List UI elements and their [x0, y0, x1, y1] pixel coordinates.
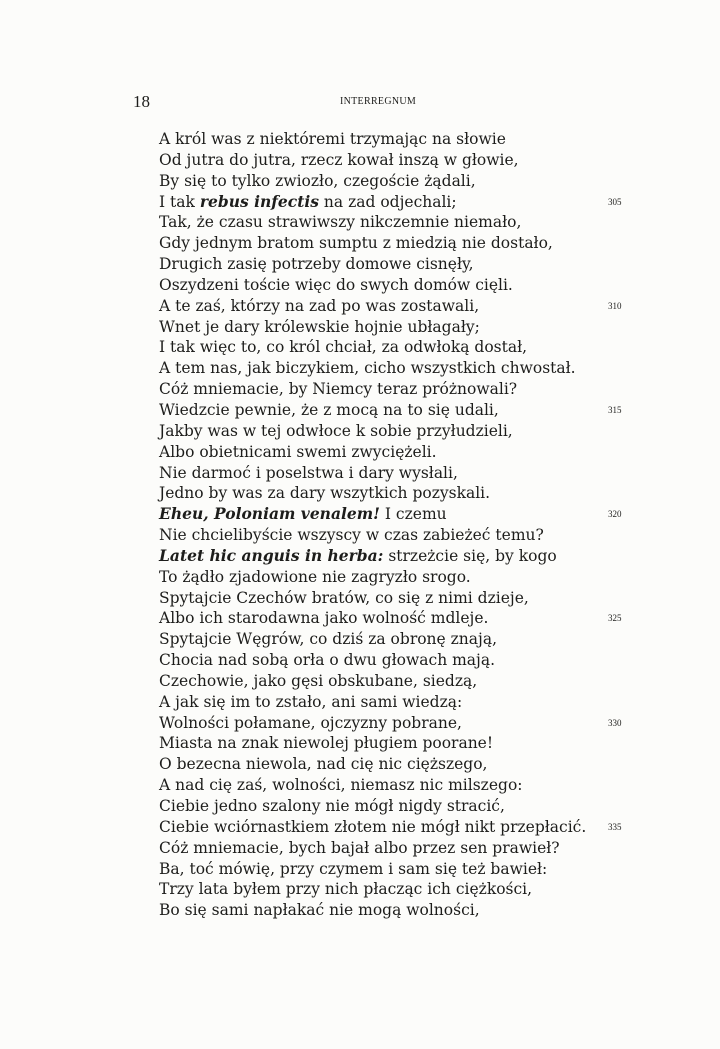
verse-line [159, 838, 589, 859]
verse-text: Nie chcielibyście wszyscy w czas zabieżeć temu? [159, 526, 544, 545]
line-number: 335 [608, 821, 622, 832]
verse-line [159, 817, 622, 838]
verse-line [159, 608, 622, 629]
verse-text: Trzy lata byłem przy nich płacząc ich ciężkości, [159, 880, 533, 899]
line-number: 305 [608, 196, 622, 207]
verse-text: Albo ich starodawna jako wolność mdleje. [159, 609, 489, 628]
page-number: 18 [133, 92, 150, 111]
verse-italic-phrase: Latet hic anguis in herba: [159, 545, 384, 565]
poem-text [159, 129, 622, 921]
verse-text: Ciebie jedno szalony nie mógł nigdy stracić, [159, 797, 505, 815]
verse-text: I czemu [379, 505, 447, 524]
verse-text: To żądło zjadowione nie zagryzło srogo. [159, 567, 471, 586]
verse-text: Ba, toć mówię, przy czymem i sam się też bawieł: [159, 859, 548, 878]
verse-line [159, 358, 589, 379]
verse-text: Bo się sami napłakać nie mogą wolności, [159, 901, 480, 920]
verse-text: A nad cię zaś, wolności, niemasz nic milszego: [159, 776, 523, 795]
verse-text: Tak, że czasu strawiwszy nikczemnie niemało, [159, 213, 522, 232]
verse-line [159, 337, 589, 358]
verse-text: Jakby was w tej odwłoce k sobie przyłudzieli, [159, 421, 513, 440]
line-number: 315 [608, 404, 622, 415]
verse-text: Spytajcie Czechów bratów, co się z nimi dzieje, [159, 588, 529, 607]
verse-italic-phrase: rebus infectis [199, 191, 319, 211]
verse-line [159, 713, 622, 734]
verse-line [159, 525, 589, 546]
verse-text: Wiedzcie pewnie, że z mocą na to się udali, [159, 400, 499, 419]
verse-text: Czechowie, jako gęsi obskubane, siedzą, [159, 671, 478, 690]
verse-text: O bezecna niewola, nad cię nic cięższego, [159, 755, 488, 774]
verse-line [159, 379, 589, 400]
verse-text: Drugich zasię potrzeby domowe cisnęły, [159, 255, 474, 274]
verse-text: Cóż mniemacie, by Niemcy teraz próżnowali? [159, 380, 518, 399]
verse-line [159, 400, 622, 421]
verse-text: Spytajcie Węgrów, co dziś za obronę znają, [159, 630, 498, 649]
verse-line [159, 191, 622, 213]
verse-text: Wolności połamane, ojczyzny pobrane, [159, 713, 462, 732]
verse-line [159, 775, 589, 796]
verse-line [159, 317, 589, 338]
line-number: 320 [608, 509, 622, 520]
verse-line [159, 692, 589, 713]
verse-line [159, 233, 589, 254]
verse-text: Od jutra do jutra, rzecz kował inszą w głowie, [159, 150, 519, 169]
verse-line [159, 421, 589, 442]
verse-text: strzeżcie się, by kogo [383, 546, 557, 565]
verse-line [159, 754, 589, 775]
verse-line [159, 859, 589, 880]
line-number: 310 [608, 300, 622, 311]
verse-line [159, 171, 589, 192]
verse-line [159, 483, 589, 504]
verse-line [159, 567, 589, 588]
verse-line [159, 650, 589, 671]
verse-text: Jedno by was za dary wszytkich pozyskali. [159, 484, 491, 503]
line-number: 325 [608, 613, 622, 624]
verse-line [159, 733, 589, 754]
verse-text: Wnet je dary królewskie hojnie ubłagały; [159, 317, 480, 336]
line-number: 330 [608, 717, 622, 728]
verse-line [159, 879, 589, 900]
verse-text: Ciebie wciórnastkiem złotem nie mógł nikt przepłacić. [159, 817, 587, 836]
verse-text: A jak się im to zstało, ani sami wiedzą: [159, 692, 463, 711]
verse-line [159, 254, 589, 275]
verse-line [159, 900, 589, 921]
verse-text: By się to tylko zwiozło, czegoście żądali, [159, 171, 476, 190]
verse-line [159, 546, 589, 567]
verse-line [159, 796, 589, 817]
verse-line [159, 296, 622, 317]
verse-line [159, 588, 589, 609]
verse-italic-phrase: Eheu, Poloniam venalem! [159, 504, 380, 524]
verse-line [159, 442, 589, 463]
verse-line [159, 129, 589, 150]
verse-text: Miasta na znak niewolej pługiem poorane! [159, 734, 494, 753]
verse-line [159, 504, 622, 525]
verse-text: Chocia nad sobą orła o dwu głowach mają. [159, 651, 496, 670]
verse-line [159, 463, 589, 484]
verse-text: I tak więc to, co król chciał, za odwłoką dostał, [159, 338, 528, 357]
verse-text: A król was z niektóremi trzymając na słowie [159, 130, 506, 148]
running-head: INTERREGNUM [340, 96, 417, 107]
verse-text: Albo obietnicami swemi zwyciężeli. [159, 442, 437, 461]
verse-text: A tem nas, jak biczykiem, cicho wszystkich chwostał. [159, 359, 576, 378]
verse-text: A te zaś, którzy na zad po was zostawali, [159, 296, 480, 315]
verse-line [159, 150, 589, 171]
verse-text: I tak [159, 192, 200, 211]
verse-text: Cóż mniemacie, bych bajał albo przez sen prawieł? [159, 838, 560, 857]
verse-text: Oszydzeni toście więc do swych domów cięli. [159, 275, 513, 294]
verse-line [159, 671, 589, 692]
verse-text: Nie darmoć i poselstwa i dary wysłali, [159, 463, 458, 482]
verse-line [159, 212, 589, 233]
verse-text: Gdy jednym bratom sumptu z miedzią nie dostało, [159, 234, 553, 253]
verse-line [159, 629, 589, 650]
verse-text: na zad odjechali; [319, 192, 457, 211]
verse-line [159, 275, 589, 296]
